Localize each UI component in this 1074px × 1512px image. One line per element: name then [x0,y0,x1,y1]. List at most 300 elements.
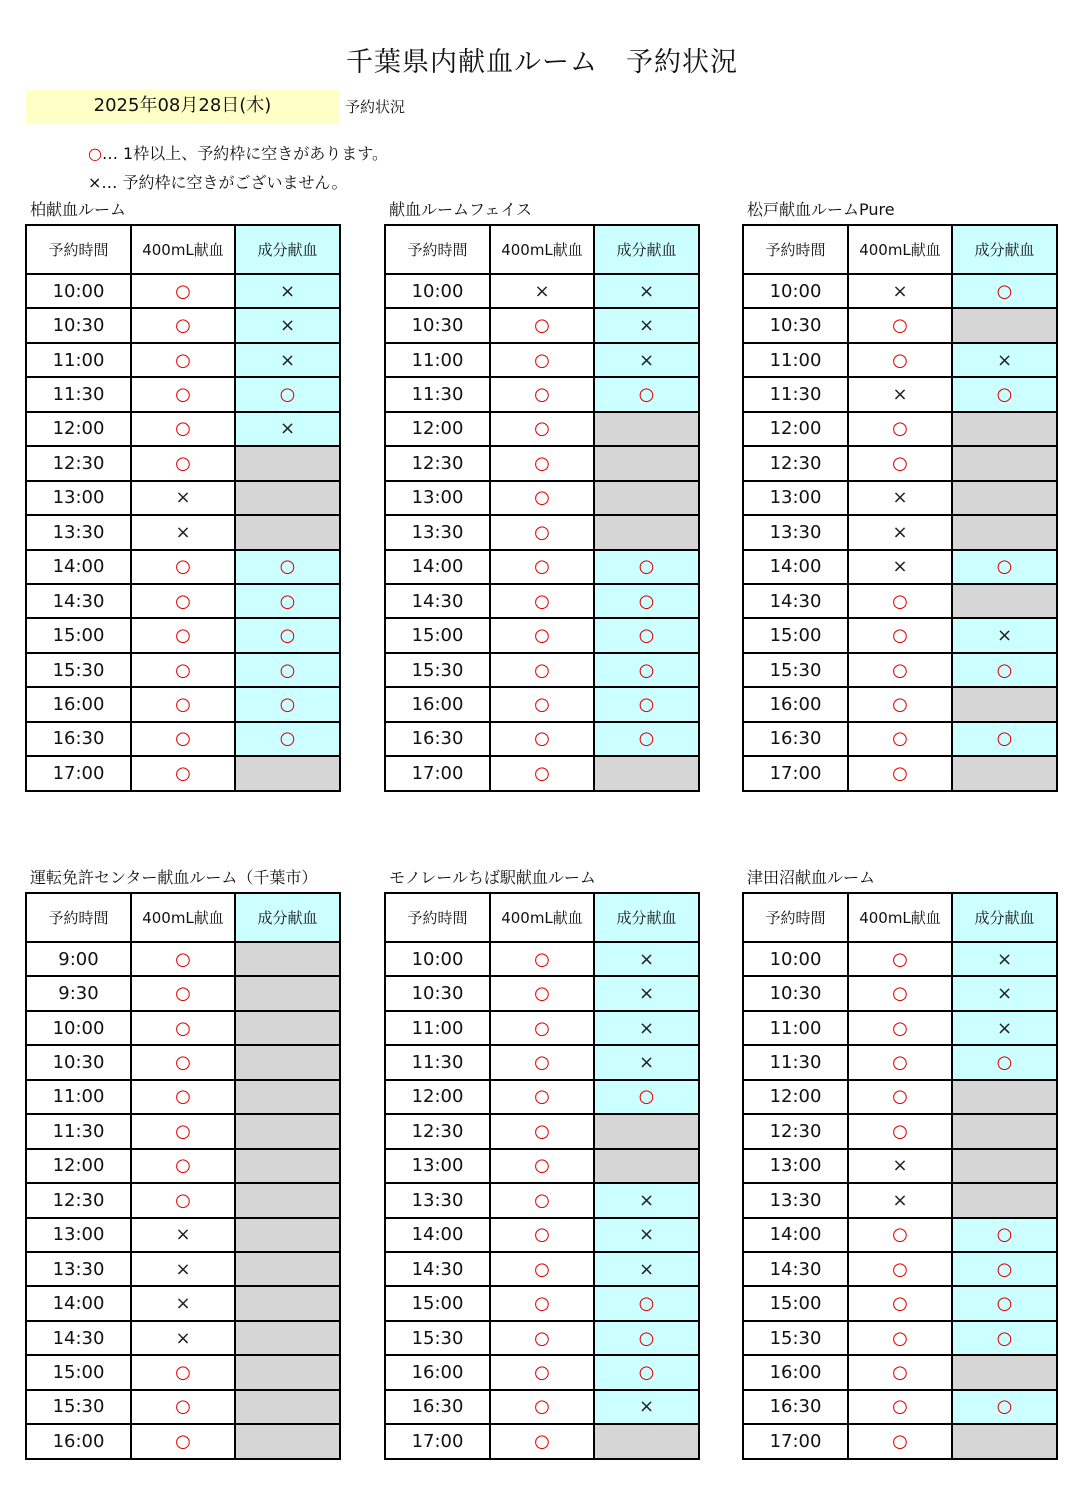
time-cell: 16:30 [385,722,490,756]
header-time: 予約時間 [385,225,490,274]
availability-mark: ○ [534,983,550,1005]
component-cell [594,942,699,976]
availability-mark: ○ [534,948,550,970]
table-row [743,1011,1057,1045]
component-cell [952,343,1057,377]
availability-mark: ○ [175,315,191,337]
availability-mark: ○ [638,625,655,647]
table-row [26,618,340,652]
component-cell [235,1114,340,1148]
header-component: 成分献血 [952,225,1057,274]
availability-mark: × [892,1189,908,1211]
time-cell: 12:00 [743,412,848,446]
table-row [26,942,340,976]
table-row [385,722,699,756]
time-cell: 12:30 [26,1183,131,1217]
availability-mark: ○ [892,452,908,474]
whole-blood-cell [490,1011,594,1045]
availability-mark: ○ [175,1052,191,1074]
availability-mark: ○ [279,625,296,647]
header-time: 予約時間 [26,893,131,942]
availability-mark: ○ [892,590,908,612]
availability-mark: ○ [892,1430,908,1452]
table-row [26,446,340,480]
component-cell [235,515,340,549]
availability-mark: × [279,418,296,440]
time-cell: 10:30 [743,308,848,342]
table-row [26,756,340,790]
room-name: 柏献血ルーム [30,200,127,219]
table-header-row [385,225,699,274]
availability-mark: ○ [534,1155,550,1177]
table-row [743,515,1057,549]
table-row [743,756,1057,790]
whole-blood-cell [848,756,952,790]
time-cell: 14:30 [743,584,848,618]
table-row [26,550,340,584]
table-row [743,1045,1057,1079]
table-row [26,1390,340,1424]
availability-mark: ○ [534,693,550,715]
room-block [742,868,1058,1460]
header-time: 予約時間 [385,893,490,942]
component-cell [594,274,699,308]
whole-blood-cell [490,1218,594,1252]
whole-blood-cell [490,942,594,976]
whole-blood-cell [131,584,235,618]
time-cell: 9:00 [26,942,131,976]
component-cell [594,1252,699,1286]
whole-blood-cell [131,1045,235,1079]
availability-mark: ○ [175,1430,191,1452]
table-row [743,976,1057,1010]
time-cell: 11:30 [743,1045,848,1079]
time-cell: 15:00 [26,1355,131,1389]
time-cell: 13:00 [26,1218,131,1252]
time-cell: 12:30 [26,446,131,480]
availability-mark: × [279,349,296,371]
availability-mark: ○ [996,1293,1013,1315]
table-row [385,343,699,377]
availability-mark: ○ [638,693,655,715]
availability-mark: × [638,1189,655,1211]
component-cell [952,515,1057,549]
availability-mark: × [279,315,296,337]
whole-blood-cell [848,1321,952,1355]
component-cell [952,377,1057,411]
component-cell [235,343,340,377]
whole-blood-cell [490,653,594,687]
table-row [743,1286,1057,1320]
table-row [26,1080,340,1114]
header-400ml: 400mL献血 [490,893,594,942]
time-cell: 10:30 [385,976,490,1010]
table-row [743,1114,1057,1148]
whole-blood-cell [848,618,952,652]
component-cell [594,446,699,480]
time-cell: 17:00 [385,1424,490,1458]
component-cell [594,412,699,446]
table-row [743,446,1057,480]
availability-mark: ○ [996,728,1013,750]
table-row [385,1149,699,1183]
time-cell: 16:30 [743,722,848,756]
component-cell [235,1218,340,1252]
table-row [385,584,699,618]
whole-blood-cell [848,481,952,515]
availability-mark: ○ [996,1258,1013,1280]
availability-mark: × [638,315,655,337]
component-cell [594,1114,699,1148]
component-cell [952,1149,1057,1183]
whole-blood-cell [490,1045,594,1079]
table-row [385,653,699,687]
table-row [385,942,699,976]
whole-blood-cell [490,1080,594,1114]
availability-mark: × [892,384,908,406]
whole-blood-cell [131,1252,235,1286]
component-cell [235,1252,340,1286]
time-cell: 15:30 [385,653,490,687]
availability-mark: ○ [892,1224,908,1246]
component-cell [952,942,1057,976]
whole-blood-cell [490,1424,594,1458]
table-row [385,1218,699,1252]
table-row [743,1252,1057,1286]
time-cell: 15:00 [743,618,848,652]
table-row [385,1114,699,1148]
time-cell: 10:30 [385,308,490,342]
room-block [384,868,700,1460]
availability-mark: ○ [534,1293,550,1315]
component-cell [594,1286,699,1320]
time-cell: 12:00 [26,412,131,446]
time-cell: 15:00 [385,1286,490,1320]
component-cell [235,584,340,618]
header-400ml: 400mL献血 [848,893,952,942]
header-component: 成分献血 [235,893,340,942]
availability-mark: ○ [534,1017,550,1039]
whole-blood-cell [131,550,235,584]
availability-mark: × [996,983,1013,1005]
table-row [743,1321,1057,1355]
time-cell: 15:00 [743,1286,848,1320]
availability-mark: ○ [175,693,191,715]
time-cell: 16:00 [385,687,490,721]
table-row [743,687,1057,721]
availability-mark: ○ [892,1052,908,1074]
component-cell [235,1149,340,1183]
availability-mark: ○ [175,983,191,1005]
component-cell [952,1183,1057,1217]
whole-blood-cell [848,1252,952,1286]
whole-blood-cell [131,1424,235,1458]
header-400ml: 400mL献血 [131,893,235,942]
availability-mark: ○ [892,1327,908,1349]
time-cell: 14:30 [26,1321,131,1355]
whole-blood-cell [490,1114,594,1148]
header-time: 予約時間 [743,225,848,274]
component-cell [594,1149,699,1183]
availability-mark: × [892,521,908,543]
component-cell [235,942,340,976]
availability-mark: ○ [279,693,296,715]
table-row [385,515,699,549]
table-header-row [385,893,699,942]
table-row [385,377,699,411]
time-cell: 11:30 [385,1045,490,1079]
component-cell [594,653,699,687]
availability-mark: × [996,948,1013,970]
whole-blood-cell [848,976,952,1010]
time-cell: 10:30 [743,976,848,1010]
time-cell: 15:30 [26,653,131,687]
time-cell: 13:00 [385,1149,490,1183]
whole-blood-cell [490,722,594,756]
time-cell: 16:30 [743,1390,848,1424]
component-cell [594,550,699,584]
availability-mark: ○ [534,1396,550,1418]
whole-blood-cell [490,1355,594,1389]
time-cell: 16:00 [743,1355,848,1389]
availability-mark: ○ [534,521,550,543]
date-label: 2025年08月28日(木) [26,89,339,124]
whole-blood-cell [131,1390,235,1424]
availability-mark: ○ [892,1293,908,1315]
time-cell: 17:00 [385,756,490,790]
whole-blood-cell [131,1080,235,1114]
availability-mark: ○ [638,1293,655,1315]
whole-blood-cell [848,1114,952,1148]
circle-icon: ○ [88,144,102,163]
table-row [743,618,1057,652]
header-component: 成分献血 [235,225,340,274]
page-title: 千葉県内献血ルーム 予約状況 [346,47,738,78]
table-row [743,942,1057,976]
availability-mark: ○ [638,728,655,750]
availability-mark: ○ [534,384,550,406]
room-block [25,200,341,792]
schedule-table [25,224,341,792]
whole-blood-cell [131,308,235,342]
availability-mark: ○ [996,1396,1013,1418]
component-cell [952,1355,1057,1389]
time-cell: 16:30 [26,722,131,756]
component-cell [235,274,340,308]
availability-mark: × [996,349,1013,371]
availability-mark: ○ [175,418,191,440]
whole-blood-cell [131,446,235,480]
time-cell: 16:00 [743,687,848,721]
table-header-row [743,893,1057,942]
table-row [743,653,1057,687]
availability-mark: ○ [175,1361,191,1383]
time-cell: 12:30 [385,1114,490,1148]
component-cell [594,377,699,411]
header-component: 成分献血 [594,225,699,274]
time-cell: 14:00 [385,1218,490,1252]
whole-blood-cell [848,1080,952,1114]
whole-blood-cell [848,308,952,342]
table-row [26,687,340,721]
time-cell: 16:00 [26,687,131,721]
availability-mark: ○ [175,1155,191,1177]
schedule-table [384,892,700,1460]
time-cell: 15:30 [743,653,848,687]
availability-mark: ○ [534,349,550,371]
availability-mark: ○ [892,1017,908,1039]
component-cell [235,653,340,687]
availability-mark: ○ [996,1327,1013,1349]
whole-blood-cell [131,515,235,549]
availability-mark: ○ [534,762,550,784]
table-row [385,550,699,584]
component-cell [235,308,340,342]
whole-blood-cell [490,1321,594,1355]
component-cell [594,756,699,790]
component-cell [235,687,340,721]
table-row [385,1252,699,1286]
availability-mark: ○ [638,659,655,681]
whole-blood-cell [848,1286,952,1320]
table-row [743,377,1057,411]
whole-blood-cell [131,1114,235,1148]
time-cell: 13:30 [26,1252,131,1286]
time-cell: 12:00 [385,412,490,446]
component-cell [952,1252,1057,1286]
time-cell: 12:30 [743,446,848,480]
table-row [385,1390,699,1424]
availability-mark: × [175,487,191,509]
availability-mark: ○ [175,1120,191,1142]
component-cell [952,446,1057,480]
table-row [743,1355,1057,1389]
table-row [385,412,699,446]
availability-mark: ○ [534,728,550,750]
whole-blood-cell [490,446,594,480]
component-cell [235,618,340,652]
component-cell [235,1011,340,1045]
component-cell [235,1286,340,1320]
time-cell: 12:00 [743,1080,848,1114]
availability-mark: ○ [638,1086,655,1108]
availability-mark: × [892,487,908,509]
whole-blood-cell [131,1321,235,1355]
header-time: 予約時間 [26,225,131,274]
table-row [26,722,340,756]
legend-available [88,141,388,164]
table-row [385,274,699,308]
table-row [26,308,340,342]
component-cell [235,1321,340,1355]
whole-blood-cell [131,481,235,515]
availability-mark: ○ [892,983,908,1005]
table-row [26,653,340,687]
availability-mark: ○ [175,728,191,750]
table-row [26,1183,340,1217]
availability-mark: ○ [638,1361,655,1383]
whole-blood-cell [848,1390,952,1424]
availability-mark: ○ [534,1189,550,1211]
availability-mark: ○ [279,590,296,612]
time-cell: 15:00 [385,618,490,652]
whole-blood-cell [131,618,235,652]
table-row [743,584,1057,618]
table-row [26,976,340,1010]
time-cell: 17:00 [743,1424,848,1458]
table-row [385,481,699,515]
availability-mark: ○ [175,1396,191,1418]
component-cell [594,1321,699,1355]
table-row [26,1218,340,1252]
availability-mark: ○ [175,556,191,578]
whole-blood-cell [848,550,952,584]
component-cell [235,412,340,446]
room-name: 津田沼献血ルーム [747,868,876,887]
availability-mark: ○ [175,384,191,406]
table-row [385,756,699,790]
component-cell [235,1045,340,1079]
availability-mark: ○ [996,659,1013,681]
whole-blood-cell [848,653,952,687]
time-cell: 9:30 [26,976,131,1010]
component-cell [952,584,1057,618]
availability-mark: ○ [534,1327,550,1349]
whole-blood-cell [131,1183,235,1217]
table-header-row [743,225,1057,274]
whole-blood-cell [848,1045,952,1079]
time-cell: 10:00 [385,942,490,976]
availability-mark: × [892,1155,908,1177]
cross-icon: × [88,173,102,192]
component-cell [952,274,1057,308]
table-row [743,308,1057,342]
whole-blood-cell [848,1424,952,1458]
whole-blood-cell [131,412,235,446]
component-cell [235,377,340,411]
availability-mark: × [638,280,655,302]
whole-blood-cell [131,377,235,411]
availability-mark: × [175,1258,191,1280]
availability-mark: × [175,1293,191,1315]
time-cell: 11:00 [26,1080,131,1114]
availability-mark: ○ [892,625,908,647]
table-row [743,722,1057,756]
availability-mark: × [175,1327,191,1349]
component-cell [952,308,1057,342]
availability-mark: ○ [175,625,191,647]
room-block [742,200,1058,792]
component-cell [594,1390,699,1424]
table-row [385,1011,699,1045]
component-cell [594,584,699,618]
component-cell [235,1080,340,1114]
component-cell [594,1218,699,1252]
whole-blood-cell [131,1011,235,1045]
availability-mark: × [638,1258,655,1280]
availability-mark: ○ [534,556,550,578]
time-cell: 14:30 [743,1252,848,1286]
table-row [26,412,340,446]
whole-blood-cell [848,1011,952,1045]
table-row [743,481,1057,515]
legend-text: … 1枠以上、予約枠に空きがあります。 [101,144,388,163]
whole-blood-cell [848,377,952,411]
time-cell: 14:30 [26,584,131,618]
room-name: 運転免許センター献血ルーム（千葉市） [30,868,318,887]
availability-mark: ○ [892,693,908,715]
schedule-table [384,224,700,792]
